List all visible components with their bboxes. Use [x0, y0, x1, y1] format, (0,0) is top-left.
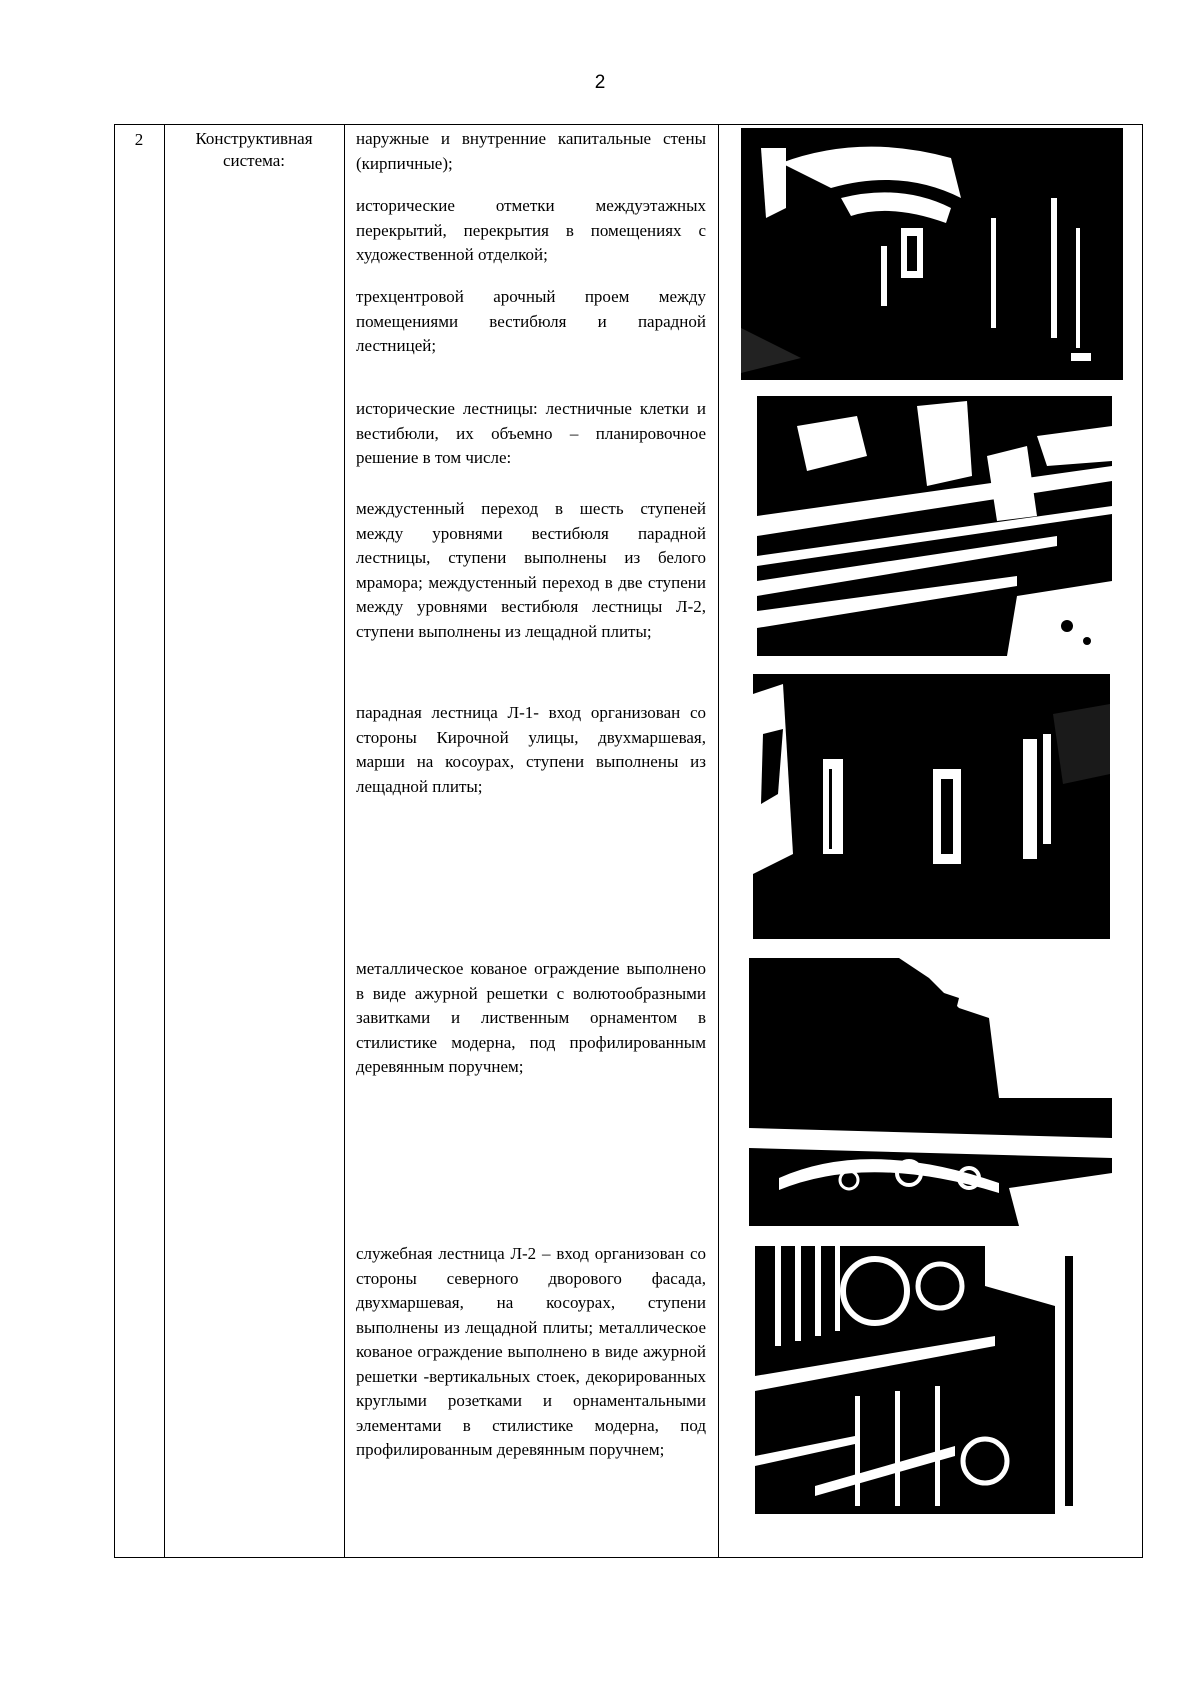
paragraph-floors: исторические отметки междуэтажных перекрытий, перекрытия в помещениях с художественной отделкой; [356, 196, 706, 264]
paragraph-walls: наружные и внутренние капитальные стены (кирпичные); [356, 129, 706, 173]
column-divider [344, 124, 345, 1558]
paragraph-arch: трехцентровой арочный проем между помещениями вестибюля и парадной лестницей; [356, 287, 706, 355]
column-divider [718, 124, 719, 1558]
paragraph-service-stair: служебная лестница Л-2 – вход организован со стороны северного дворового фасада, двухмаршевая, на косоурах, ступени выполнены из лещадной плиты; металлическое кованое ограждение выполнено в виде ажурной решетки -вертикальных стоек, декорированных круглыми розетками и орнаментальными элементами в стилистике модерна, под профилированным деревянным поручнем; [356, 1244, 706, 1459]
photo-marble-steps [757, 396, 1112, 656]
page-number: 2 [594, 72, 606, 93]
paragraph-passages: междустенный переход в шесть ступеней между уровнями вестибюля парадной лестницы, ступени выполнены из белого мрамора; междустенный переход в две ступени между уровнями вестибюля лестницы Л-2, ступени выполнены из лещадной плиты; [356, 499, 706, 641]
photo-wrought-railing [749, 958, 1112, 1226]
photo-service-stair-rosettes [755, 1246, 1107, 1514]
paragraph-staircases: исторические лестницы: лестничные клетки и вестибюли, их объемно – планировочное решение в том числе: [356, 399, 706, 467]
row-number: 2 [134, 130, 144, 149]
paragraph-railing: металлическое кованое ограждение выполнено в виде ажурной решетки с волютообразными завитками и лиственным орнаментом в стилистике модерна, под профилированным деревянным поручнем; [356, 959, 706, 1076]
paragraph-main-stair: парадная лестница Л-1- вход организован со стороны Кирочной улицы, двухмаршевая, марши на косоурах, ступени выполнены из лещадной плиты; [356, 703, 706, 796]
photo-main-stair-windows [753, 674, 1110, 939]
row-name: Конструктивная система: [195, 129, 313, 170]
photo-vestibule-arch [741, 128, 1123, 380]
column-divider [164, 124, 165, 1558]
